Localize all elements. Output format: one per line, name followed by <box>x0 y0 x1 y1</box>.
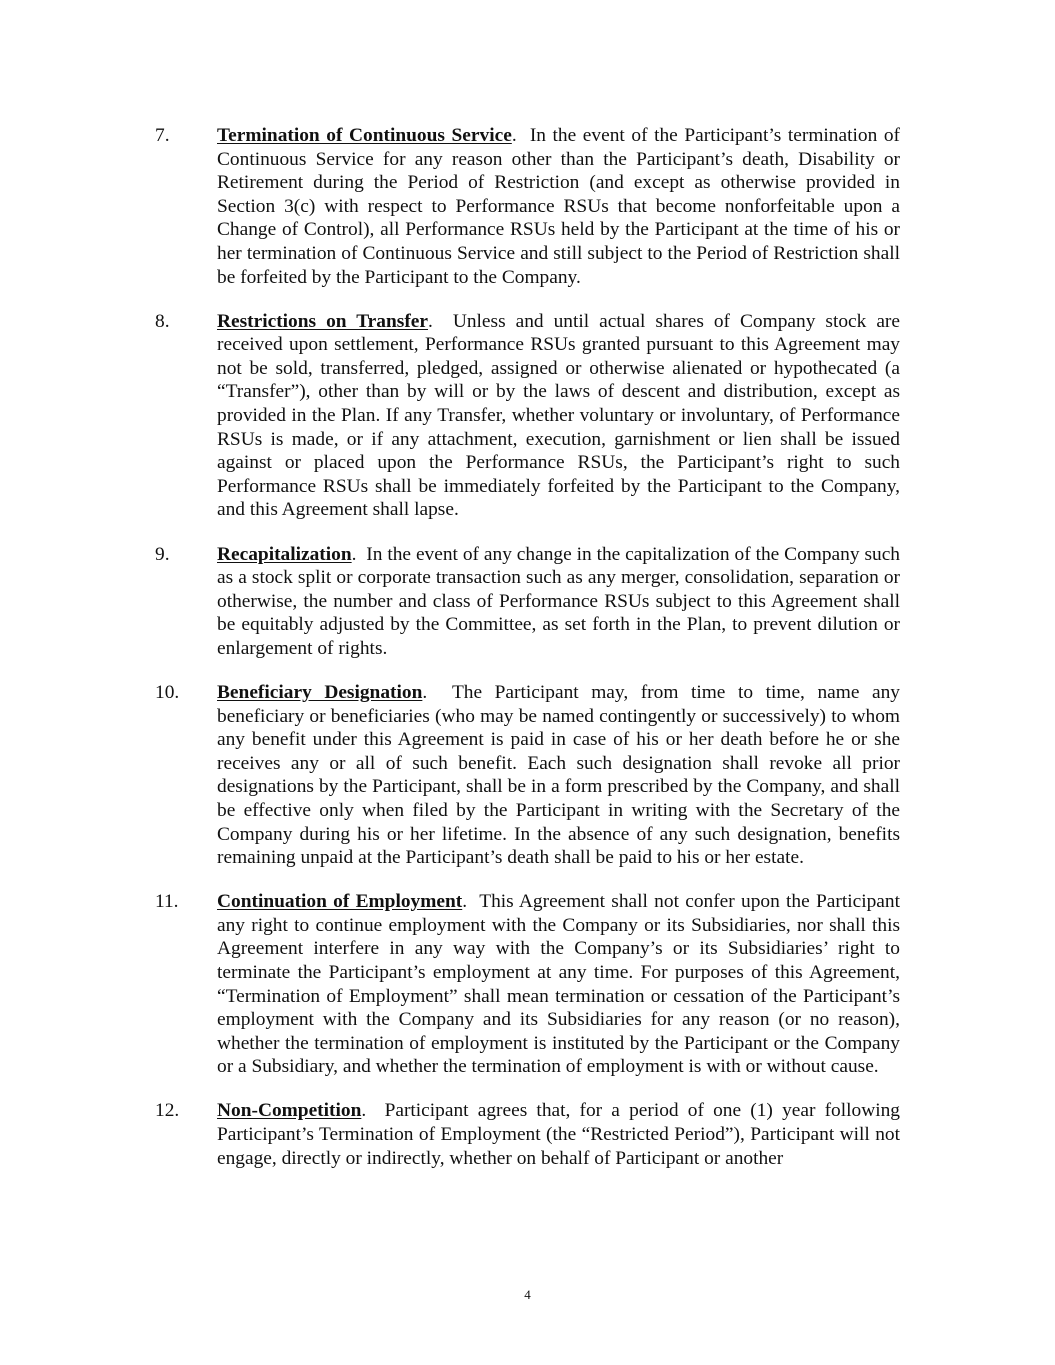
agreement-sections <box>155 124 900 1191</box>
section-number: 9. <box>155 543 170 565</box>
section-heading: Beneficiary Designation <box>217 681 423 703</box>
section-7: 7. Termination of Continuous Service. In the event of the Participant’s termination of Continuous Service for any reason other than the Participant’s death, Disability or Retirement during the Period of Restriction (and except as otherwise provided in Section 3(c) with respect to Performance RSUs that become nonforfeitable upon a Change of Control), all Performance RSUs held by the Participant at the time of his or her termination of Continuous Service and still subject to the Period of Restriction shall be forfeited by the Participant to the Company. <box>155 125 900 288</box>
section-heading: Non-Competition <box>217 1100 362 1122</box>
section-body: Unless and until actual shares of Company stock are received upon settlement, Performance RSUs granted pursuant to this Agreement may not be sold, transferred, pledged, assigned or otherwise alienated or hypothecated (a “Transfer”), other than by will or by the laws of descent and distribution, except as provided in the Plan. If any Transfer, whether voluntary or involuntary, of Performance RSUs is made, or if any attachment, execution, garnishment or lien shall be issued against or placed upon the Performance RSUs, the Participant’s right to such Performance RSUs shall be immediately forfeited by the Participant to the Company, and this Agreement shall lapse. <box>217 310 900 521</box>
section-body: This Agreement shall not confer upon the Participant any right to continue employment with the Company or its Subsidiaries, nor shall this Agreement interfere in any way with the Company’s or its Subsidiaries’ right to terminate the Participant’s employment at any time. For purposes of this Agreement, “Termination of Employment” shall mean termination or cessation of the Participant’s employment with the Company and its Subsidiaries for any reason (or no reason), whether the termination of employment is instituted by the Participant or the Company or a Subsidiary, and whether the termination of employment is with or without cause. <box>217 891 900 1078</box>
section-number: 7. <box>155 125 170 146</box>
section-number: 12. <box>155 1100 180 1122</box>
section-body: The Participant may, from time to time, name any beneficiary or beneficiaries (who may be named contingently or successively) to whom any benefit under this Agreement is paid in case of his or her death before he or she receives any or all of such benefit. Each such designation shall revoke all prior designations by the Participant, shall be in a form prescribed by the Company, and shall be effective only when filed by the Participant in writing with the Secretary of the Company during his or her lifetime. In the absence of any such designation, benefits remaining unpaid at the Participant’s death shall be paid to his or her estate. <box>217 681 900 869</box>
section-8: 8. Restrictions on Transfer. Unless and until actual shares of Company stock are received upon settlement, Performance RSUs granted pursuant to this Agreement may not be sold, transferred, pledged, assigned or otherwise alienated or hypothecated (a “Transfer”), other than by will or by the laws of descent and distribution, except as provided in the Plan. If any Transfer, whether voluntary or involuntary, of Performance RSUs is made, or if any attachment, execution, garnishment or lien shall be issued against or placed upon the Performance RSUs, the Participant’s right to such Performance RSUs shall be immediately forfeited by the Participant to the Company, and this Agreement shall lapse. <box>155 310 900 521</box>
section-9: 9. Recapitalization. In the event of any change in the capitalization of the Company such as a stock split or corporate transaction such as any merger, consolidation, separation or otherwise, the number and class of Performance RSUs subject to this Agreement shall be equitably adjusted by the Committee, as set forth in the Plan, to prevent dilution or enlargement of rights. <box>155 543 901 659</box>
section-11: 11. Continuation of Employment. This Agreement shall not confer upon the Participant any right to continue employment with the Company or its Subsidiaries, nor shall this Agreement interfere in any way with the Company’s or its Subsidiaries’ right to terminate the Participant’s employment at any time. For purposes of this Agreement, “Termination of Employment” shall mean termination or cessation of the Participant’s employment with the Company and its Subsidiaries for any reason (or no reason), whether the termination of employment is instituted by the Participant or the Company or a Subsidiary, and whether the termination of employment is with or without cause. <box>155 891 900 1078</box>
page-number: 4 <box>524 1287 531 1302</box>
section-heading: Recapitalization <box>217 543 352 565</box>
section-number: 10. <box>155 681 180 703</box>
section-12: 12. Non-Competition. Participant agrees that, for a period of one (1) year following Participant’s Termination of Employment (the “Restricted Period”), Participant will not engage, directly or indirectly, whether on behalf of Participant or another <box>155 1100 901 1169</box>
section-heading: Continuation of Employment <box>217 891 463 913</box>
section-body: Participant agrees that, for a period of one (1) year following Participant’s Termination of Employment (the “Restricted Period”), Participant will not engage, directly or indirectly, whether on behalf of Participant or another <box>217 1100 901 1169</box>
section-heading: Termination of Continuous Service <box>217 125 512 146</box>
section-number: 8. <box>155 310 170 332</box>
section-heading: Restrictions on Transfer <box>217 310 428 332</box>
section-body: In the event of the Participant’s termination of Continuous Service for any reason other than the Participant’s death, Disability or Retirement during the Period of Restriction (and except as otherwise provided in Section 3(c) with respect to Performance RSUs that become nonforfeitable upon a Change of Control), all Performance RSUs held by the Participant at the time of his or her termination of Continuous Service and still subject to the Period of Restriction shall be forfeited by the Participant to the Company. <box>217 125 900 288</box>
section-body: In the event of any change in the capitalization of the Company such as a stock split or corporate transaction such as any merger, consolidation, separation or otherwise, the number and class of Performance RSUs subject to this Agreement shall be equitably adjusted by the Committee, as set forth in the Plan, to prevent dilution or enlargement of rights. <box>217 543 901 659</box>
section-number: 11. <box>155 891 179 913</box>
section-10: 10. Beneficiary Designation. The Participant may, from time to time, name any beneficiary or beneficiaries (who may be named contingently or successively) to whom any benefit under this Agreement is paid in case of his or her death before he or she receives any or all of such benefit. Each such designation shall revoke all prior designations by the Participant, shall be in a form prescribed by the Company, and shall be effective only when filed by the Participant in writing with the Secretary of the Company during his or her lifetime. In the absence of any such designation, benefits remaining unpaid at the Participant’s death shall be paid to his or her estate. <box>155 681 900 869</box>
